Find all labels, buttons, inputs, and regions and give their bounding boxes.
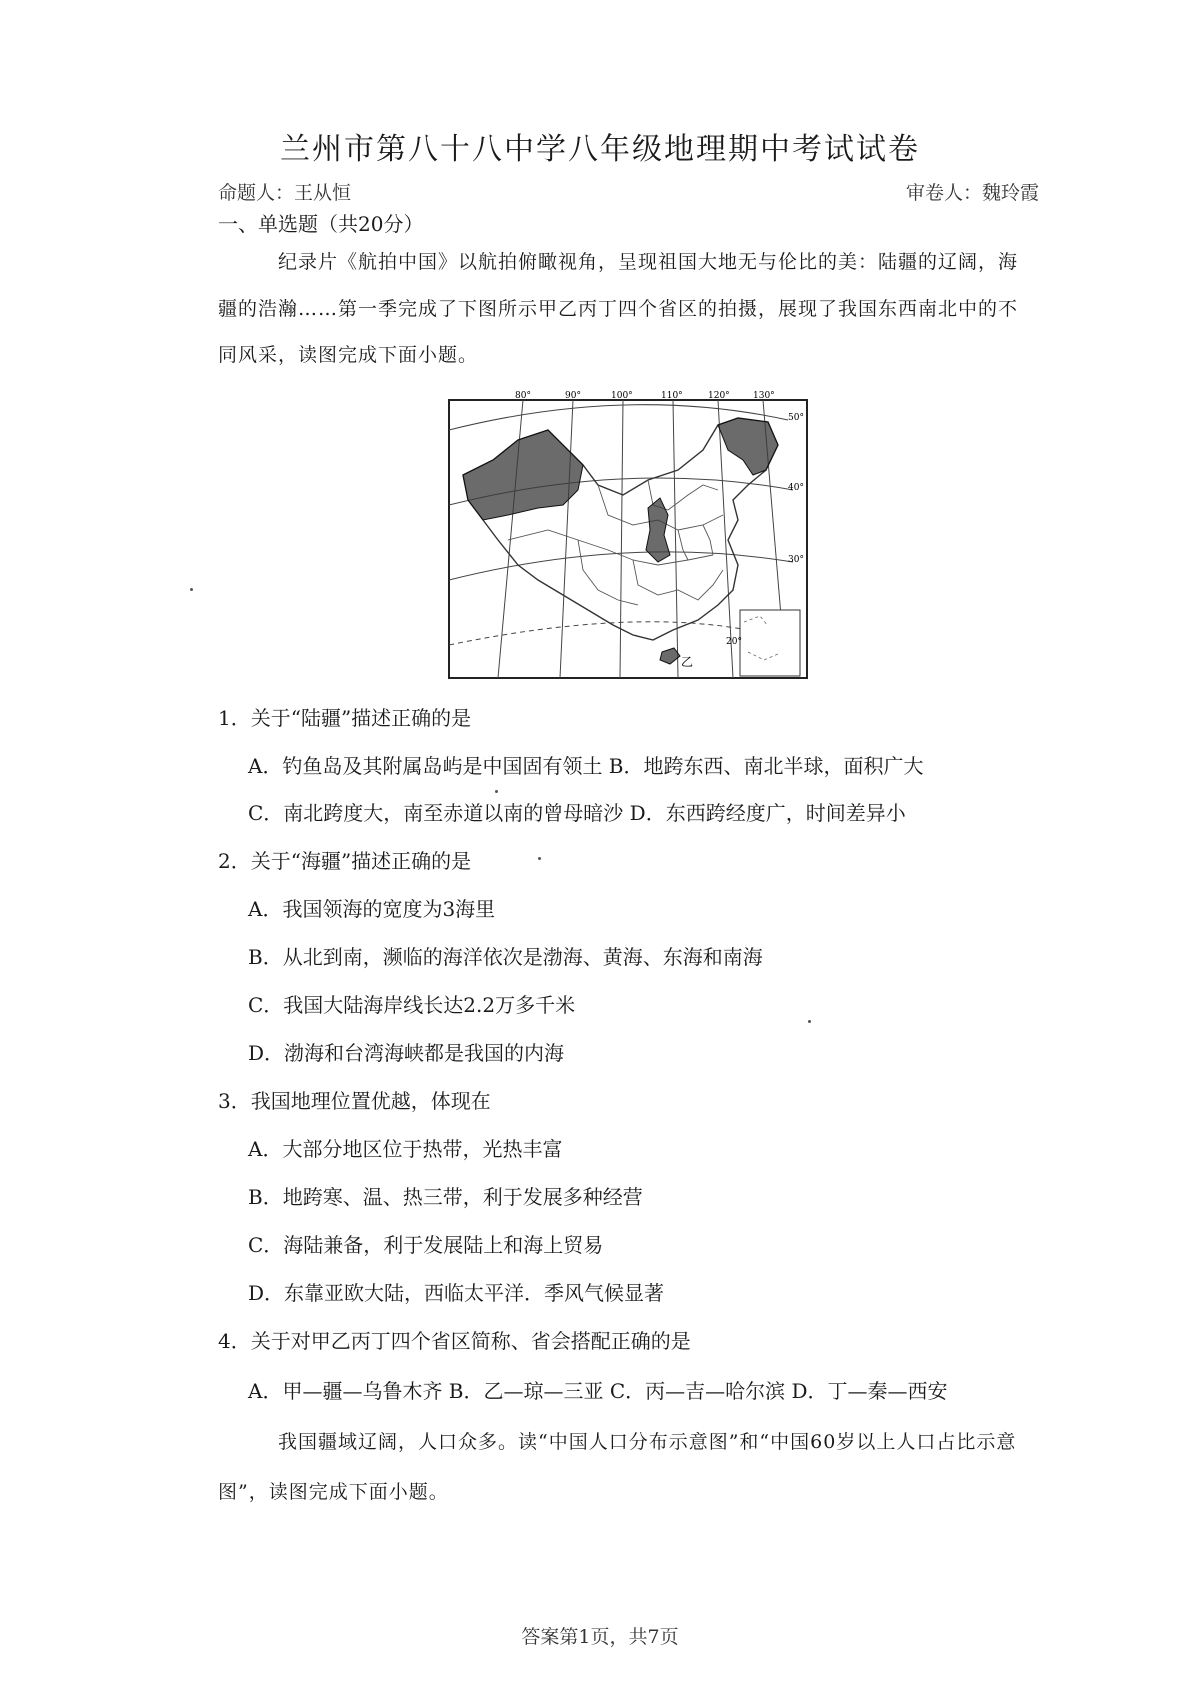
question-2-stem: 2．关于“海疆”描述正确的是 [218, 849, 472, 873]
question-3-option-b: B．地跨寒、温、热三带，利于发展多种经营 [248, 1185, 643, 1209]
section-title: 一、单选题（共20分） [218, 212, 424, 236]
question-3-option-d: D．东靠亚欧大陆，西临太平洋．季风气候显著 [248, 1281, 665, 1305]
question-4-options: A．甲—疆—乌鲁木齐 B．乙—琼—三亚 C．丙—吉—哈尔滨 D．丁—秦—西安 [248, 1379, 948, 1403]
lat-label-50: 50° [788, 413, 804, 423]
south-sea-inset [740, 610, 800, 676]
lon-label-110: 110° [661, 391, 683, 401]
question-1-stem: 1．关于“陆疆”描述正确的是 [218, 706, 472, 730]
lon-label-80: 80° [515, 391, 531, 401]
question-3-option-c: C．海陆兼备，利于发展陆上和海上贸易 [248, 1233, 604, 1257]
page-footer: 答案第1页，共7页 [521, 1626, 679, 1648]
lat-label-30: 30° [788, 555, 804, 565]
question-2-option-a: A．我国领海的宽度为3海里 [248, 897, 496, 921]
lon-label-90: 90° [565, 391, 581, 401]
lat-label-40: 40° [788, 483, 804, 493]
intro-line-1: 纪录片《航拍中国》以航拍俯瞰视角，呈现祖国大地无与伦比的美：陆疆的辽阔，海 [278, 251, 1019, 273]
scan-speck [808, 1020, 811, 1023]
lat-label-20: 20° [726, 637, 742, 647]
outro-line-2: 图”，读图完成下面小题。 [218, 1481, 449, 1503]
author-line: 命题人：王从恒 [218, 182, 352, 204]
marker-label-yi: 乙 [681, 655, 694, 669]
china-province-map [448, 390, 808, 680]
lon-label-120: 120° [708, 391, 730, 401]
scan-speck [538, 857, 541, 860]
question-3-stem: 3．我国地理位置优越，体现在 [218, 1089, 491, 1113]
question-1-options-row-1: A．钓鱼岛及其附属岛屿是中国固有领土 B．地跨东西、南北半球，面积广大 [248, 754, 924, 778]
map-svg [448, 390, 808, 680]
question-2-option-b: B．从北到南，濒临的海洋依次是渤海、黄海、东海和南海 [248, 945, 763, 969]
question-4-stem: 4．关于对甲乙丙丁四个省区简称、省会搭配正确的是 [218, 1329, 691, 1353]
lon-label-100: 100° [611, 391, 633, 401]
lon-label-130: 130° [753, 391, 775, 401]
question-1-options-row-2: C．南北跨度大，南至赤道以南的曾母暗沙 D．东西跨经度广，时间差异小 [248, 801, 906, 825]
page-title: 兰州市第八十八中学八年级地理期中考试试卷 [280, 132, 920, 167]
intro-line-3: 同风采，读图完成下面小题。 [218, 344, 479, 366]
question-2-option-c: C．我国大陆海岸线长达2.2万多千米 [248, 993, 576, 1017]
intro-line-2: 疆的浩瀚……第一季完成了下图所示甲乙丙丁四个省区的拍摄，展现了我国东西南北中的不 [218, 298, 1019, 320]
scan-speck [495, 790, 498, 793]
reviewer-line: 审卷人：魏玲霞 [906, 182, 1040, 204]
question-3-option-a: A．大部分地区位于热带，光热丰富 [248, 1137, 563, 1161]
question-2-option-d: D．渤海和台湾海峡都是我国的内海 [248, 1041, 565, 1065]
scan-speck [190, 588, 193, 591]
outro-line-1: 我国疆域辽阔，人口众多。读“中国人口分布示意图”和“中国60岁以上人口占比示意 [278, 1431, 1017, 1453]
